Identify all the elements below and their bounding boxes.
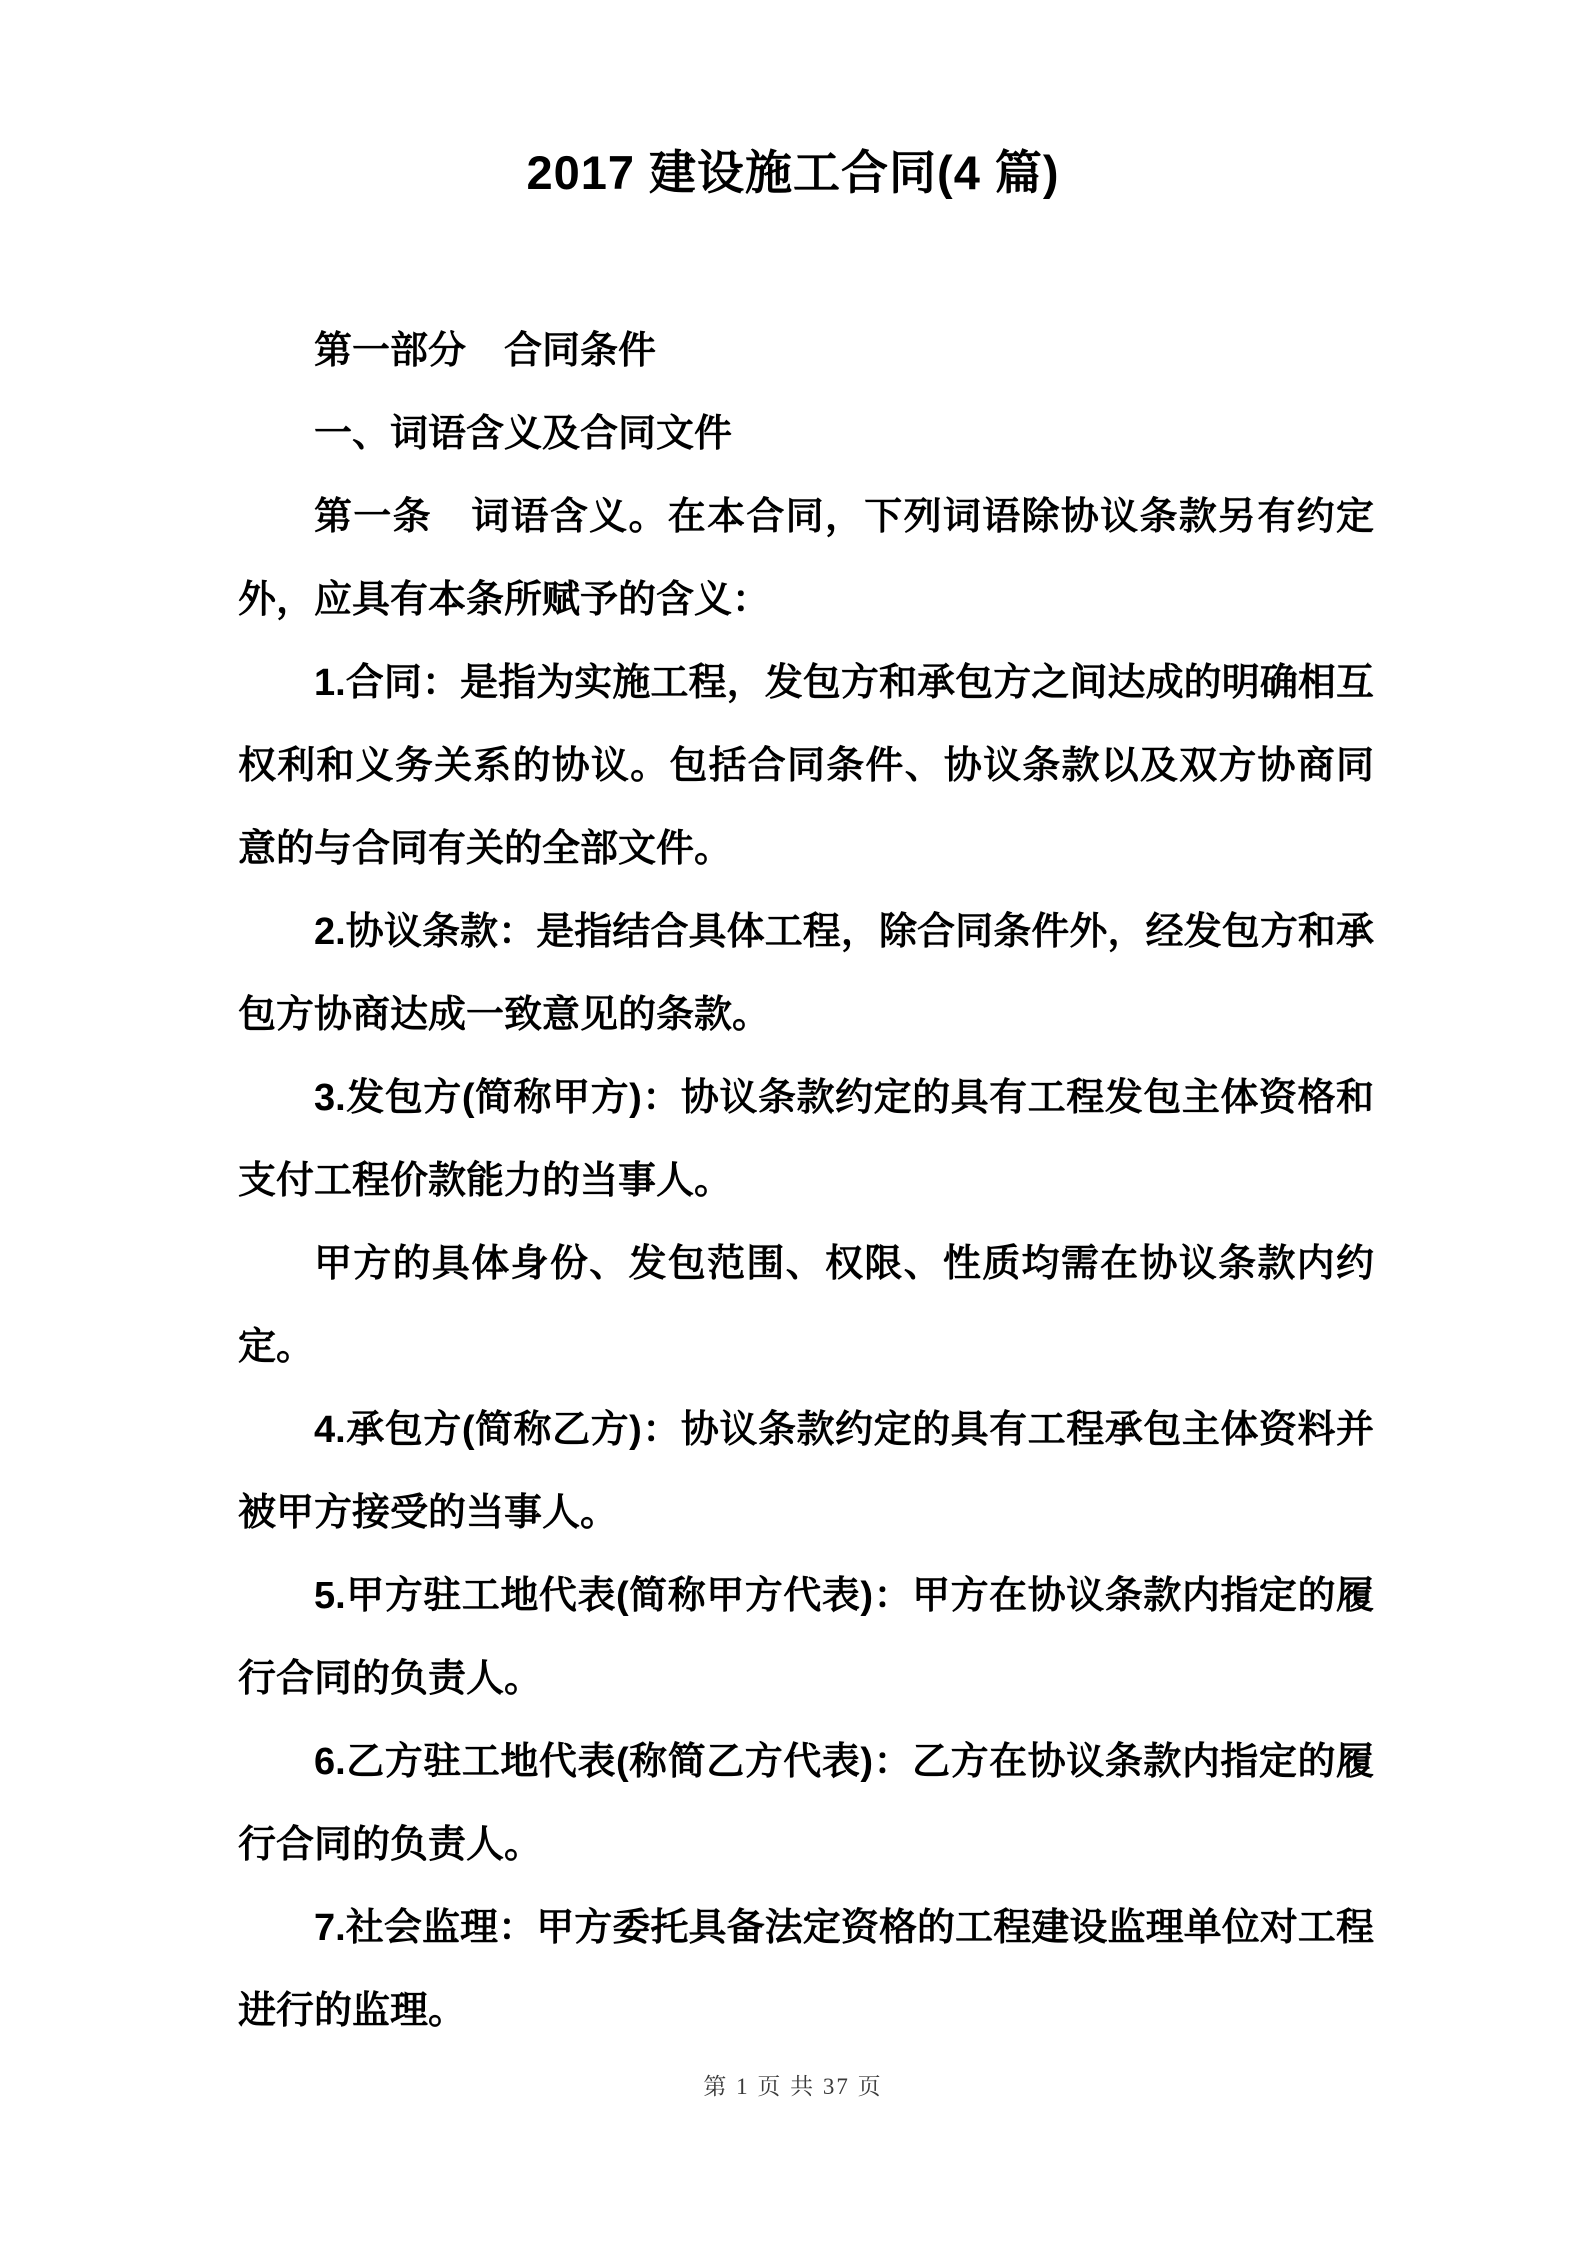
document-body [238,310,1374,2053]
document-title: 2017 建设施工合同(4 篇) [526,146,1060,199]
paragraph-employer-details-note: 甲方的具体身份、发包范围、权限、性质均需在协议条款内约定。 [238,1243,1374,1368]
paragraph-article-one: 第一条 词语含义。在本合同，下列词语除协议条款另有约定外，应具有本条所赋予的含义： [238,496,1374,621]
paragraph-definition-4-contractor: 4.承包方(简称乙方)：协议条款约定的具有工程承包主体资料并被甲方接受的当事人。 [238,1409,1374,1534]
paragraph-definition-2-agreement-terms: 2.协议条款：是指结合具体工程，除合同条件外，经发包方和承包方协商达成一致意见的条款。 [238,911,1374,1036]
paragraph-definition-7-social-supervision: 7.社会监理：甲方委托具备法定资格的工程建设监理单位对工程进行的监理。 [238,1907,1374,2032]
page-number-footer: 第 1 页 共 37 页 [703,2074,883,2099]
paragraph-definition-5-employer-representative: 5.甲方驻工地代表(简称甲方代表)：甲方在协议条款内指定的履行合同的负责人。 [238,1575,1374,1700]
paragraph-definition-1-contract: 1.合同：是指为实施工程，发包方和承包方之间达成的明确相互权利和义务关系的协议。包括合同条件、协议条款以及双方协商同意的与合同有关的全部文件。 [238,662,1374,870]
paragraph-definition-3-employer: 3.发包方(简称甲方)：协议条款约定的具有工程发包主体资格和支付工程价款能力的当事人。 [238,1077,1374,1202]
section-heading-part-one: 第一部分 合同条件 [314,330,657,372]
paragraph-definition-6-contractor-representative: 6.乙方驻工地代表(称简乙方代表)：乙方在协议条款内指定的履行合同的负责人。 [238,1741,1374,1866]
section-heading-terms: 一、词语含义及合同文件 [314,413,733,455]
